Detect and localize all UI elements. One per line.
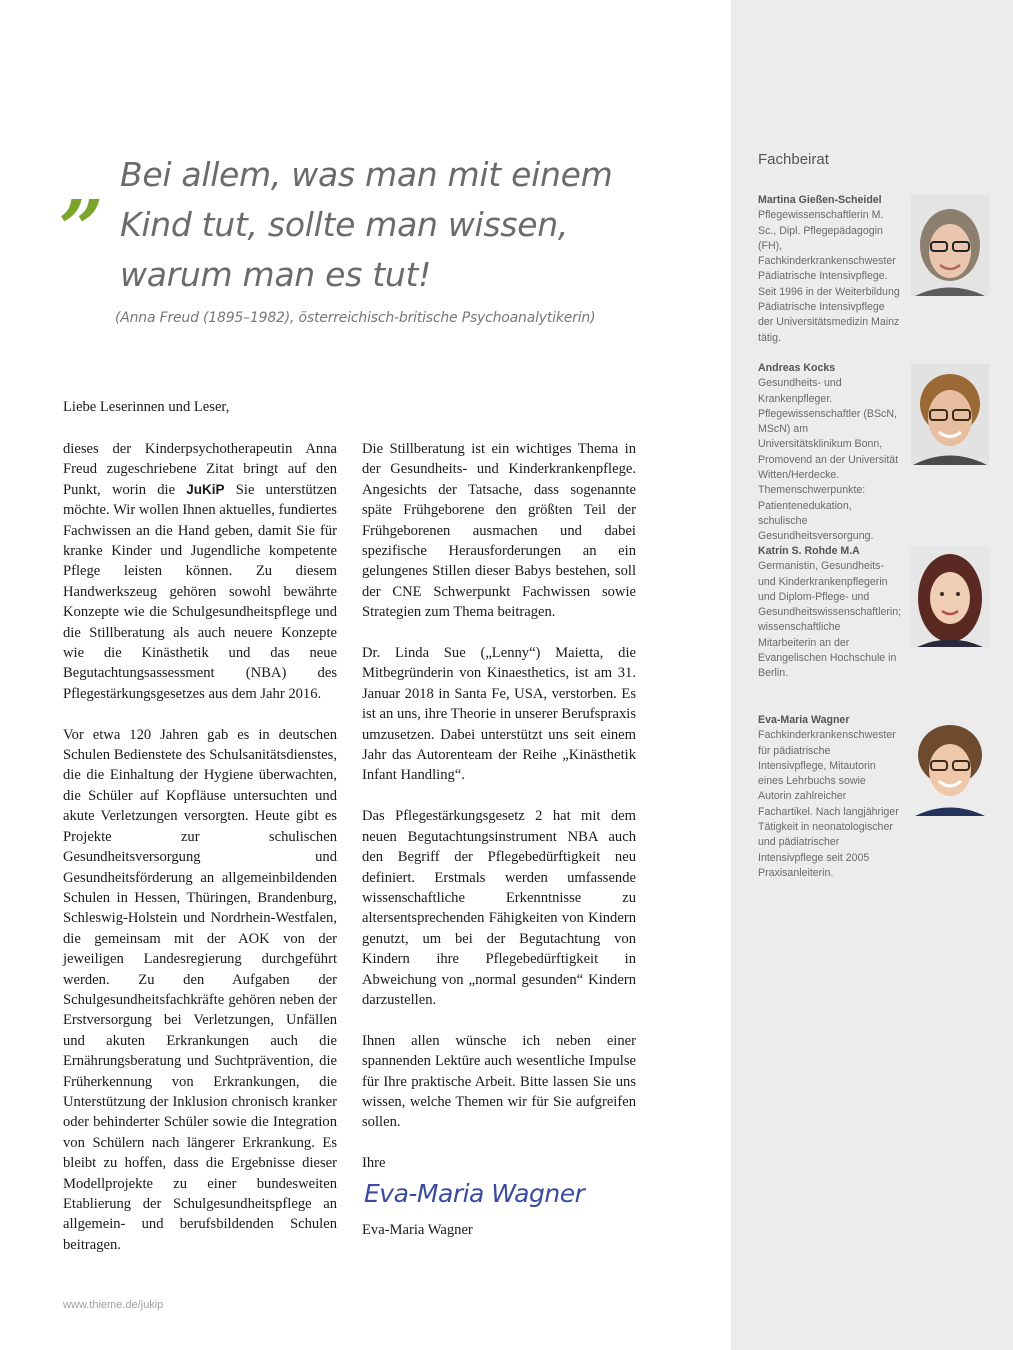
letter-paragraph: Das Pflegestärkungsgesetz 2 hat mit dem neuen Begutachtungsinstrument NBA auch den Begriff der Pflegebedürftigkeit neu definiert. Erstmals werden umfassende wissenschaftliche Erkenntnisse zu altersentsprechenden Fähigkeiten von Kindern genutzt, um bei der Begutachtung von Kindern ihre Pflegebedürftigkeit in Abweichung von „normal gesunden“ Kindern darzustellen. <box>362 808 636 1008</box>
letter-greeting: Liebe Leserinnen und Leser, <box>63 399 230 415</box>
footer-url: www.thieme.de/jukip <box>63 1299 164 1311</box>
handwritten-signature <box>362 1176 602 1216</box>
paragraph-text: dieses der Kinderpsychotherapeutin Anna Freud zugeschriebene Zitat bringt auf den Punkt, worin die <box>63 441 337 498</box>
member-text <box>758 544 900 682</box>
member-name: Eva-Maria Wagner <box>758 714 850 726</box>
board-member <box>758 361 1003 545</box>
quote-mark-icon: „ <box>60 139 105 230</box>
letter-paragraph: Vor etwa 120 Jahren gab es in deutschen Schulen Bedienstete des Schulsanitätsdienstes, die die Einhaltung der Hygiene überwachten, die Schüler auf Kopfläuse untersuchten und akute Verletzungen versorgten. Heute gibt es Projekte zur schulischen Gesundheitsversorgung und Gesundheitsförderung an allgemeinbildenden Schulen in Hessen, Thüringen, Brandenburg, Schleswig-Holstein und Nordrhein-Westfalen, die gemeinsam mit der AOK von der jeweiligen Landesregierung durchgeführt werden. Zu den Aufgaben der Schulgesundheitsfachkräfte gehören neben der Erstversorgung bei Verletzungen, Unfällen und akuten Erkrankungen auch die Ernährungsberatung und Suchtprävention, die Früherkennung von Erkrankungen, die Unterstützung der Inklusion chronisch kranker oder behinderter Schüler sowie die Integration von Schülern nach längerer Erkrankung. Es bleibt zu hoffen, dass die Ergebnisse dieser Modellprojekte zu einer bundesweiten Etablierung der Schulgesundheitspflege an allgemein- und berufsbildenden Schulen beitragen. <box>63 726 337 1253</box>
letter-paragraph <box>63 439 337 704</box>
signature-script: Eva-Maria Wagner <box>364 1178 585 1208</box>
member-text <box>758 713 900 881</box>
member-description: Pflegewissenschaftlerin M. Sc., Dipl. Pflegepädagogin (FH), Fachkinderkrankenschwester Pädiatrische Intensivpflege. Seit 1996 in der Weiterbildung Pädiatrische Intensivpflege der Universitätsmedizin Mainz tätig. <box>758 209 900 344</box>
letter-closing: Ihre <box>362 1155 386 1172</box>
member-name: Andreas Kocks <box>758 362 836 374</box>
letter-paragraph: Die Stillberatung ist ein wichtiges Thema in der Gesundheits- und Kinderkrankenpflege. Angesichts der Tatsache, dass sogenannte späte Frühgeborene den größten Teil der Frühgeborenen ausmachen und dabei spezifische Herausforderungen an ein gelungenes Stillen dieser Babys bestehen, soll der CNE Schwerpunkt Fachwissen sowie Strategien zum Thema beitragen. <box>362 441 636 621</box>
member-description: Fachkinderkrankenschwester für pädiatrische Intensivpflege, Mitautorin eines Lehrbuchs sowie Autorin zahlreicher Fachartikel. Nach langjähriger Tätigkeit in neonatologischer und pädiatrischer Intensivpflege seit 2005 Praxisanleiterin. <box>758 729 899 879</box>
sidebar-title: Fachbeirat <box>758 151 829 168</box>
member-photo <box>911 715 989 816</box>
member-photo <box>911 195 989 296</box>
letter-column-right <box>362 439 636 1240</box>
quote-source: (Anna Freud (1895–1982), österreichisch-britische Psychoanalytikerin) <box>115 310 596 326</box>
pull-quote <box>120 150 640 300</box>
quote-line: Bei allem, was man mit einem <box>120 155 613 194</box>
letter-paragraph: Dr. Linda Sue („Lenny“) Maietta, die Mitbegründerin von Kinaesthetics, ist am 31. Januar 2018 in Santa Fe, USA, verstorben. Es ist an uns, ihre Theorie in unserer Berufspraxis umzusetzen. Dabei unterstützt uns seit einem Jahr das Autorenteam der Reihe „Kinästhetik Infant Handling“. <box>362 645 636 784</box>
letter-signer: Eva-Maria Wagner <box>362 1221 473 1238</box>
advisory-board-sidebar <box>731 0 1013 1350</box>
member-description: Gesundheits- und Krankenpfleger. Pflegewissenschaftler (BScN, MScN) am Universitätsklinikum Bonn, Promovend an der Universität Witten/Herdecke. Themenschwerpunkte: Patientenedukation, schulische Gesundheitsversorgung. <box>758 377 899 543</box>
member-photo <box>911 546 989 647</box>
member-photo <box>911 364 989 465</box>
board-member <box>758 713 1003 881</box>
journal-brand: JuKiP <box>186 481 225 497</box>
quote-line: warum man es tut! <box>120 255 432 294</box>
member-name: Katrin S. Rohde M.A <box>758 545 860 557</box>
member-name: Martina Gießen-Scheidel <box>758 194 882 206</box>
letter-column-left <box>63 439 337 1276</box>
member-text <box>758 193 900 346</box>
board-member <box>758 193 1003 346</box>
quote-line: Kind tut, sollte man wissen, <box>120 205 569 244</box>
paragraph-text: Sie unterstützen möchte. Wir wollen Ihnen aktuelles, fundiertes Fachwissen an die Hand geben, damit Sie für kranke Kinder und Jugendliche kompetente Pflege leisten können. Zu diesem Handwerkszeug gehören sowohl bewährte Konzepte wie die Schulgesundheitspflege und die Stillberatung als auch neuere Konzepte wie die Kinästhetik und das neue Begutachtungsassessment (NBA) des Pflegestärkungsgesetzes aus dem Jahr 2016. <box>63 481 337 702</box>
member-text <box>758 361 900 545</box>
board-member <box>758 544 1003 682</box>
member-description: Germanistin, Gesundheits- und Kinderkrankenpflegerin und Diplom-Pflege- und Gesundheitswissenschaftlerin; wissenschaftliche Mitarbeiterin an der Evangelischen Hochschule in Berlin. <box>758 560 902 680</box>
letter-paragraph: Ihnen allen wünsche ich neben einer spannenden Lektüre auch wesentliche Impulse für Ihre praktische Arbeit. Bitte lassen Sie uns wissen, welche Themen wir für Sie aufgreifen sollen. <box>362 1032 636 1131</box>
